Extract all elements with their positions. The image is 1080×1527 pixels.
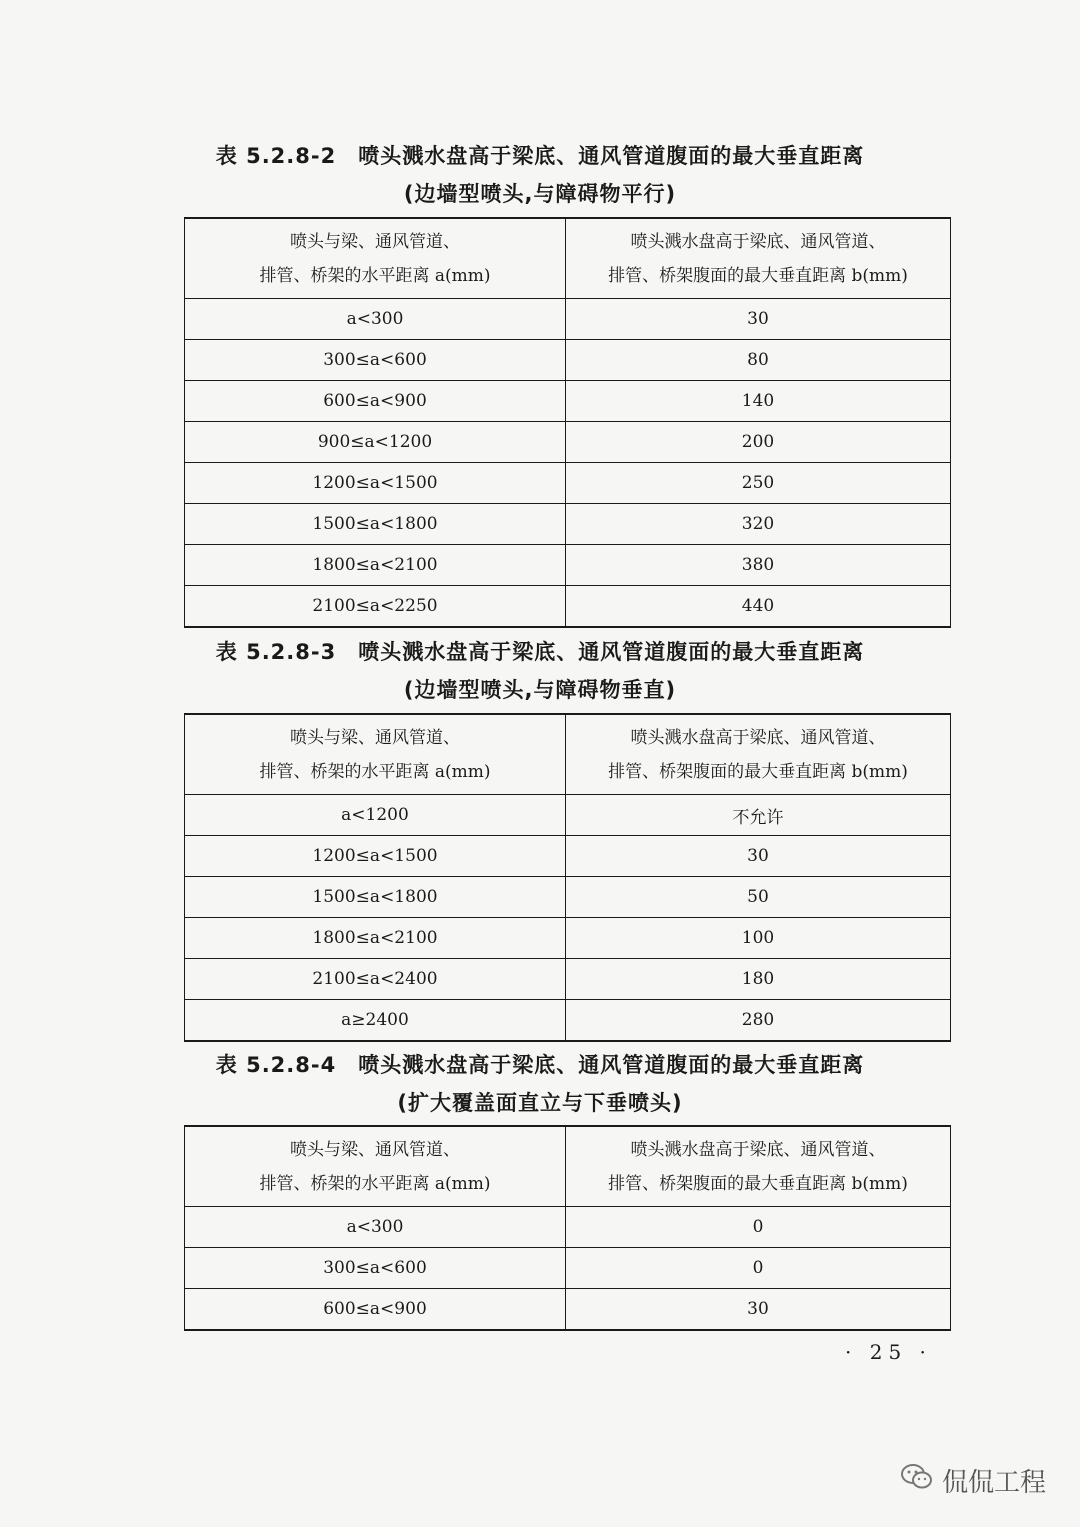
header-cell-a bbox=[185, 218, 566, 299]
cell-b: 250 bbox=[566, 463, 951, 504]
table-row bbox=[185, 586, 951, 628]
table-1-title bbox=[0, 140, 1080, 170]
cell-b: 30 bbox=[566, 836, 951, 877]
cell-b: 140 bbox=[566, 381, 951, 422]
cell-a: 1500≤a<1800 bbox=[185, 504, 566, 545]
table-2 bbox=[184, 713, 951, 1042]
cell-b: 50 bbox=[566, 877, 951, 918]
table-row bbox=[185, 504, 951, 545]
header-cell-a bbox=[185, 714, 566, 795]
wechat-icon bbox=[900, 1462, 934, 1499]
header-line: 喷头溅水盘高于梁底、通风管道、 bbox=[630, 1139, 886, 1160]
cell-b: 100 bbox=[566, 918, 951, 959]
cell-a: a≥2400 bbox=[185, 1000, 566, 1042]
cell-a: a<1200 bbox=[185, 795, 566, 836]
header-line: 排管、桥架的水平距离 a(mm) bbox=[259, 761, 491, 782]
header-line: 喷头溅水盘高于梁底、通风管道、 bbox=[630, 727, 886, 748]
cell-b: 80 bbox=[566, 340, 951, 381]
cell-a: 1800≤a<2100 bbox=[185, 545, 566, 586]
table-3-number: 表 5.2.8-4 bbox=[215, 1053, 337, 1077]
header-cell-a bbox=[185, 1126, 566, 1207]
table-3-title bbox=[0, 1049, 1080, 1079]
table-header-row bbox=[185, 218, 951, 299]
cell-a: a<300 bbox=[185, 299, 566, 340]
header-cell-b bbox=[566, 218, 951, 299]
cell-a: 2100≤a<2250 bbox=[185, 586, 566, 628]
cell-a: 300≤a<600 bbox=[185, 1248, 566, 1289]
cell-b: 440 bbox=[566, 586, 951, 628]
header-line: 排管、桥架的水平距离 a(mm) bbox=[259, 265, 491, 286]
cell-a: 1200≤a<1500 bbox=[185, 836, 566, 877]
table-2-subtitle: (边墙型喷头,与障碍物垂直) bbox=[403, 678, 677, 702]
header-line: 喷头与梁、通风管道、 bbox=[290, 1139, 460, 1160]
cell-b: 0 bbox=[566, 1248, 951, 1289]
header-line: 喷头与梁、通风管道、 bbox=[290, 231, 460, 252]
table-row bbox=[185, 381, 951, 422]
cell-a: 900≤a<1200 bbox=[185, 422, 566, 463]
table-1-title-text: 喷头溅水盘高于梁底、通风管道腹面的最大垂直距离 bbox=[358, 144, 865, 168]
table-row bbox=[185, 545, 951, 586]
table-2-title bbox=[0, 636, 1080, 666]
table-row bbox=[185, 1000, 951, 1042]
table-row bbox=[185, 1248, 951, 1289]
table-row bbox=[185, 422, 951, 463]
table-2-number: 表 5.2.8-3 bbox=[215, 640, 337, 664]
cell-b: 200 bbox=[566, 422, 951, 463]
table-3-title-text: 喷头溅水盘高于梁底、通风管道腹面的最大垂直距离 bbox=[358, 1053, 865, 1077]
table-row bbox=[185, 836, 951, 877]
table-row bbox=[185, 463, 951, 504]
header-cell-b bbox=[566, 1126, 951, 1207]
table-row bbox=[185, 959, 951, 1000]
header-line: 排管、桥架腹面的最大垂直距离 b(mm) bbox=[608, 265, 908, 286]
table-row bbox=[185, 1289, 951, 1331]
page-number: · 25 · bbox=[845, 1340, 932, 1364]
table-1-subtitle: (边墙型喷头,与障碍物平行) bbox=[403, 182, 677, 206]
cell-a: 1500≤a<1800 bbox=[185, 877, 566, 918]
table-row bbox=[185, 340, 951, 381]
table-header-row bbox=[185, 714, 951, 795]
cell-a: a<300 bbox=[185, 1207, 566, 1248]
watermark-text: 侃侃工程 bbox=[942, 1467, 1047, 1498]
table-3-subtitle: (扩大覆盖面直立与下垂喷头) bbox=[397, 1091, 683, 1115]
cell-b: 180 bbox=[566, 959, 951, 1000]
header-line: 排管、桥架腹面的最大垂直距离 b(mm) bbox=[608, 1173, 908, 1194]
watermark bbox=[900, 1460, 1046, 1500]
cell-a: 1200≤a<1500 bbox=[185, 463, 566, 504]
cell-a: 1800≤a<2100 bbox=[185, 918, 566, 959]
cell-b: 30 bbox=[566, 299, 951, 340]
cell-a: 300≤a<600 bbox=[185, 340, 566, 381]
header-line: 喷头与梁、通风管道、 bbox=[290, 727, 460, 748]
header-line: 喷头溅水盘高于梁底、通风管道、 bbox=[630, 231, 886, 252]
cell-b: 不允许 bbox=[566, 795, 951, 836]
header-line: 排管、桥架腹面的最大垂直距离 b(mm) bbox=[608, 761, 908, 782]
cell-a: 600≤a<900 bbox=[185, 1289, 566, 1331]
cell-b: 280 bbox=[566, 1000, 951, 1042]
table-3 bbox=[184, 1125, 951, 1331]
table-row bbox=[185, 918, 951, 959]
cell-a: 2100≤a<2400 bbox=[185, 959, 566, 1000]
header-line: 排管、桥架的水平距离 a(mm) bbox=[259, 1173, 491, 1194]
cell-b: 380 bbox=[566, 545, 951, 586]
table-row bbox=[185, 877, 951, 918]
table-row bbox=[185, 1207, 951, 1248]
cell-b: 320 bbox=[566, 504, 951, 545]
cell-b: 30 bbox=[566, 1289, 951, 1331]
cell-a: 600≤a<900 bbox=[185, 381, 566, 422]
table-header-row bbox=[185, 1126, 951, 1207]
cell-b: 0 bbox=[566, 1207, 951, 1248]
table-1 bbox=[184, 217, 951, 628]
table-2-title-text: 喷头溅水盘高于梁底、通风管道腹面的最大垂直距离 bbox=[358, 640, 865, 664]
table-row bbox=[185, 299, 951, 340]
table-row bbox=[185, 795, 951, 836]
table-1-number: 表 5.2.8-2 bbox=[215, 144, 337, 168]
header-cell-b bbox=[566, 714, 951, 795]
